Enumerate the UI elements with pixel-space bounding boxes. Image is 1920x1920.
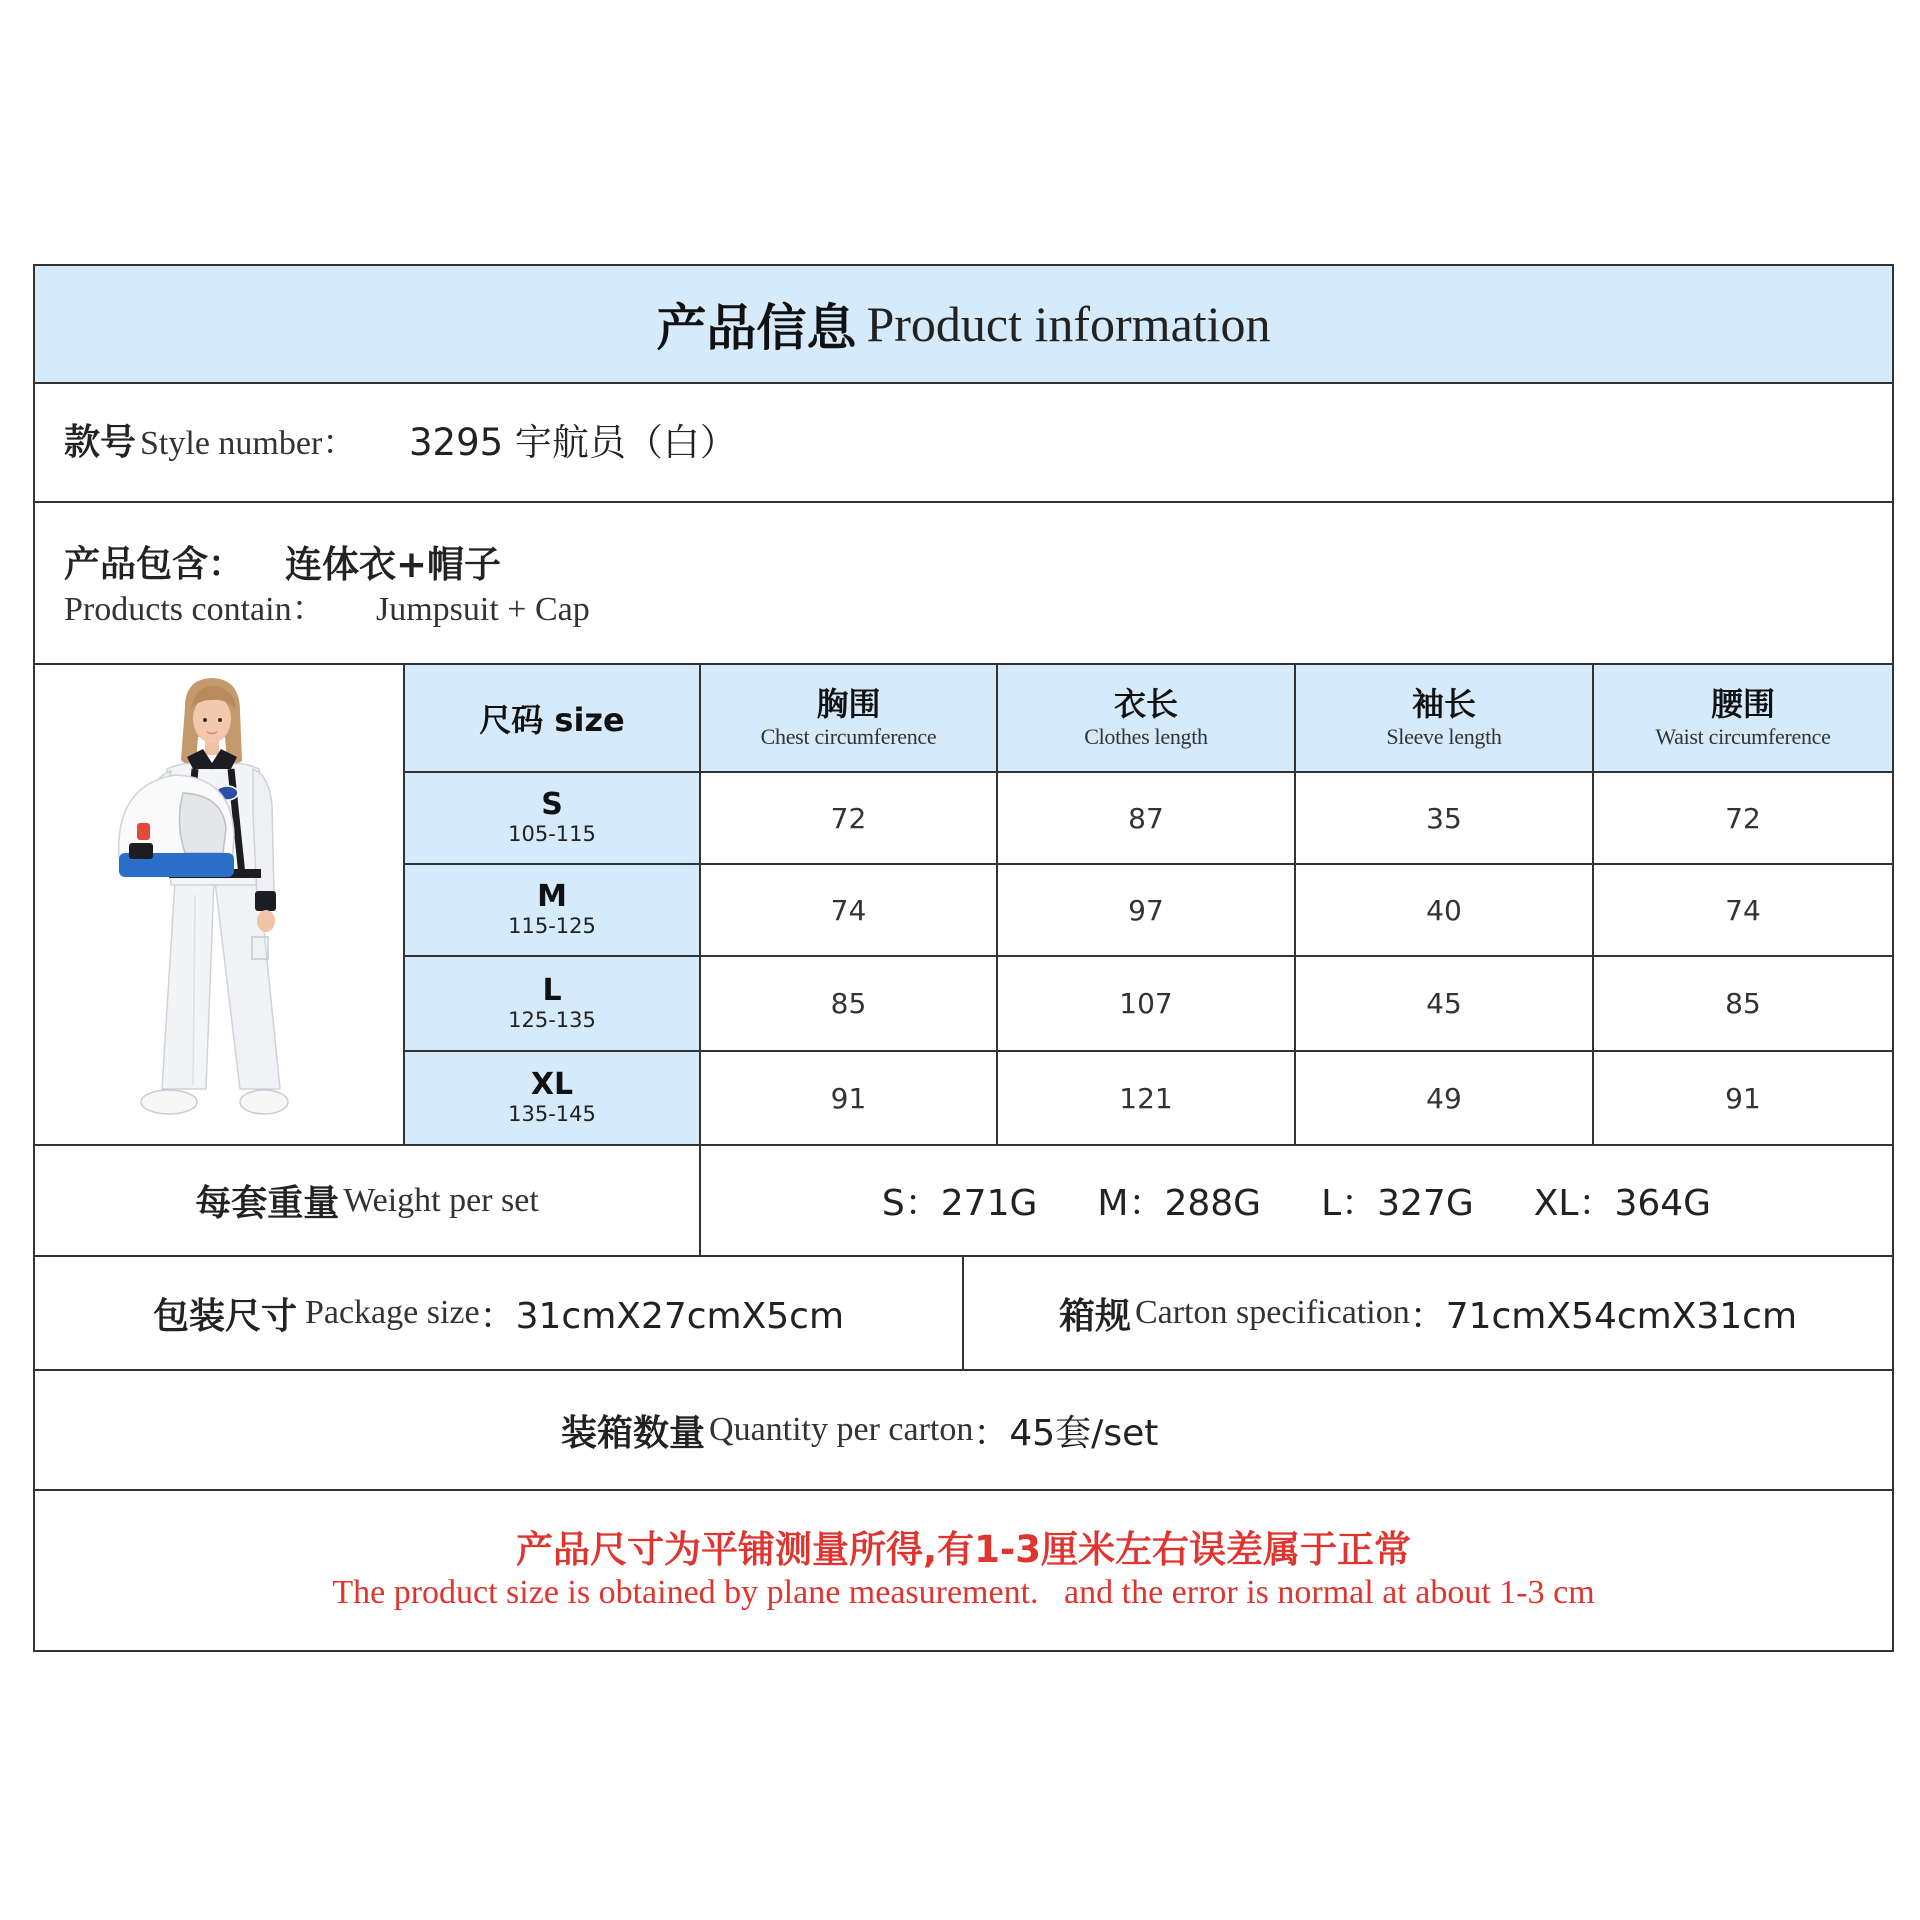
table-cell: [1594, 1052, 1892, 1144]
table-cell: [998, 865, 1296, 957]
table-cell: [1296, 957, 1594, 1052]
carton-label-cn: 箱规: [1058, 1295, 1131, 1337]
size-chart-block: [35, 665, 1892, 1146]
note-cn: 产品尺寸为平铺测量所得,有1-3厘米左右误差属于正常: [516, 1527, 1411, 1571]
style-number-value: 3295 宇航员（白）: [409, 421, 737, 464]
col-header-cn: 腰围: [1710, 685, 1775, 723]
cell-value: 45: [1426, 987, 1462, 1020]
cell-value: 91: [830, 1081, 867, 1115]
size-cell-xl: [405, 1052, 701, 1144]
size-label: M: [537, 879, 567, 914]
cell-value: 74: [1725, 893, 1761, 927]
shoes: [141, 1090, 288, 1114]
size-label: XL: [530, 1067, 574, 1102]
right-arm: [253, 769, 276, 932]
package-label-cn: 包装尺寸: [152, 1295, 297, 1337]
table-cell: [1594, 957, 1892, 1052]
title-cn: 产品信息: [656, 299, 857, 357]
table-cell: [701, 957, 998, 1052]
cell-value: 72: [1725, 801, 1761, 835]
col-header-cn: 袖长: [1411, 685, 1476, 723]
col-header-cn: 胸围: [816, 685, 881, 723]
products-contain-row: [35, 503, 1892, 665]
products-contain-label-cn: 产品包含：: [64, 544, 245, 585]
helmet: [119, 775, 234, 877]
carton-label-en: Carton specification: [1134, 1294, 1410, 1331]
quantity-label-cn: 装箱数量: [561, 1412, 706, 1454]
package-label-en: Package size: [304, 1294, 480, 1331]
table-cell: [701, 773, 998, 865]
size-cell-s: [405, 773, 701, 865]
cell-value: 40: [1426, 893, 1462, 927]
astronaut-costume-photo: [35, 665, 405, 1144]
cell-value: 74: [830, 893, 867, 927]
package-carton-row: [35, 1257, 1892, 1371]
products-contain-value-en: Jumpsuit + Cap: [376, 591, 590, 628]
col-header-clothes-length: [998, 665, 1296, 773]
size-cell-m: [405, 865, 701, 957]
table-cell: [1296, 773, 1594, 865]
size-label: S: [541, 787, 563, 822]
weight-value-xl: XL：364G: [1533, 1183, 1712, 1224]
weight-value-m: M：288G: [1097, 1183, 1262, 1224]
measurement-note-row: [35, 1491, 1892, 1650]
table-header: [35, 266, 1892, 384]
size-column-header: [405, 665, 701, 773]
weight-per-set-row: [35, 1146, 1892, 1257]
weight-label-cell: [35, 1146, 701, 1255]
cell-value: 87: [1128, 801, 1164, 835]
size-column-header-label: 尺码 size: [479, 701, 625, 739]
col-header-sleeve-length: [1296, 665, 1594, 773]
size-cell-l: [405, 957, 701, 1052]
table-cell: [998, 1052, 1296, 1144]
col-header-en: Clothes length: [1084, 724, 1208, 749]
style-number-label-en: Style number：: [140, 425, 357, 462]
table-cell: [998, 773, 1296, 865]
cell-value: 91: [1725, 1081, 1761, 1115]
carton-value: ：71cmX54cmX31cm: [1409, 1295, 1798, 1337]
size-range: 115-125: [508, 914, 596, 938]
table-cell: [1296, 1052, 1594, 1144]
col-header-en: Chest circumference: [760, 724, 937, 749]
col-header-waist: [1594, 665, 1892, 773]
size-range: 125-135: [508, 1007, 596, 1032]
cell-value: 85: [830, 987, 867, 1020]
package-value: ：31cmX27cmX5cm: [479, 1295, 845, 1337]
table-cell: [701, 865, 998, 957]
cell-value: 121: [1119, 1081, 1173, 1115]
table-cell: [1296, 865, 1594, 957]
table-cell: [701, 1052, 998, 1144]
products-contain-label-en: Products contain：: [64, 591, 326, 628]
col-header-en: Waist circumference: [1655, 724, 1831, 749]
quantity-label-en: Quantity per carton: [709, 1411, 974, 1448]
cell-value: 97: [1128, 893, 1164, 927]
col-header-chest: [701, 665, 998, 773]
cell-value: 72: [830, 801, 867, 835]
quantity-value: ：45套/set: [973, 1412, 1159, 1454]
cell-value: 49: [1426, 1081, 1462, 1115]
products-contain-value-cn: 连体衣+帽子: [285, 543, 502, 586]
table-cell: [998, 957, 1296, 1052]
weight-values-cell: [701, 1146, 1892, 1255]
col-header-cn: 衣长: [1113, 685, 1178, 723]
product-photo: [35, 665, 405, 1144]
size-range: 135-145: [508, 1102, 596, 1126]
cell-value: 85: [1725, 987, 1761, 1020]
quantity-per-carton-row: [35, 1371, 1892, 1491]
style-number-label-cn: 款号: [64, 422, 137, 463]
weight-label-cn: 每套重量: [195, 1183, 340, 1224]
carton-spec-cell: [964, 1257, 1892, 1369]
title-en: Product information: [866, 296, 1271, 352]
weight-label-en: Weight per set: [343, 1181, 539, 1219]
size-table: [405, 665, 1892, 1144]
col-header-en: Sleeve length: [1386, 724, 1502, 749]
size-label: L: [542, 972, 562, 1008]
size-range: 105-115: [508, 822, 596, 846]
cell-value: 107: [1119, 987, 1173, 1020]
cell-value: 35: [1426, 801, 1462, 835]
style-number-label: [64, 422, 356, 470]
package-size-cell: [35, 1257, 964, 1369]
table-cell: [1594, 865, 1892, 957]
note-en: The product size is obtained by plane measurement. and the error is normal at about 1-3 cm: [332, 1573, 1595, 1611]
table-cell: [1594, 773, 1892, 865]
style-number-row: [35, 384, 1892, 503]
product-info-table: [33, 264, 1894, 1652]
weight-value-l: L：327G: [1321, 1183, 1474, 1224]
weight-value-s: S：271G: [881, 1183, 1038, 1224]
